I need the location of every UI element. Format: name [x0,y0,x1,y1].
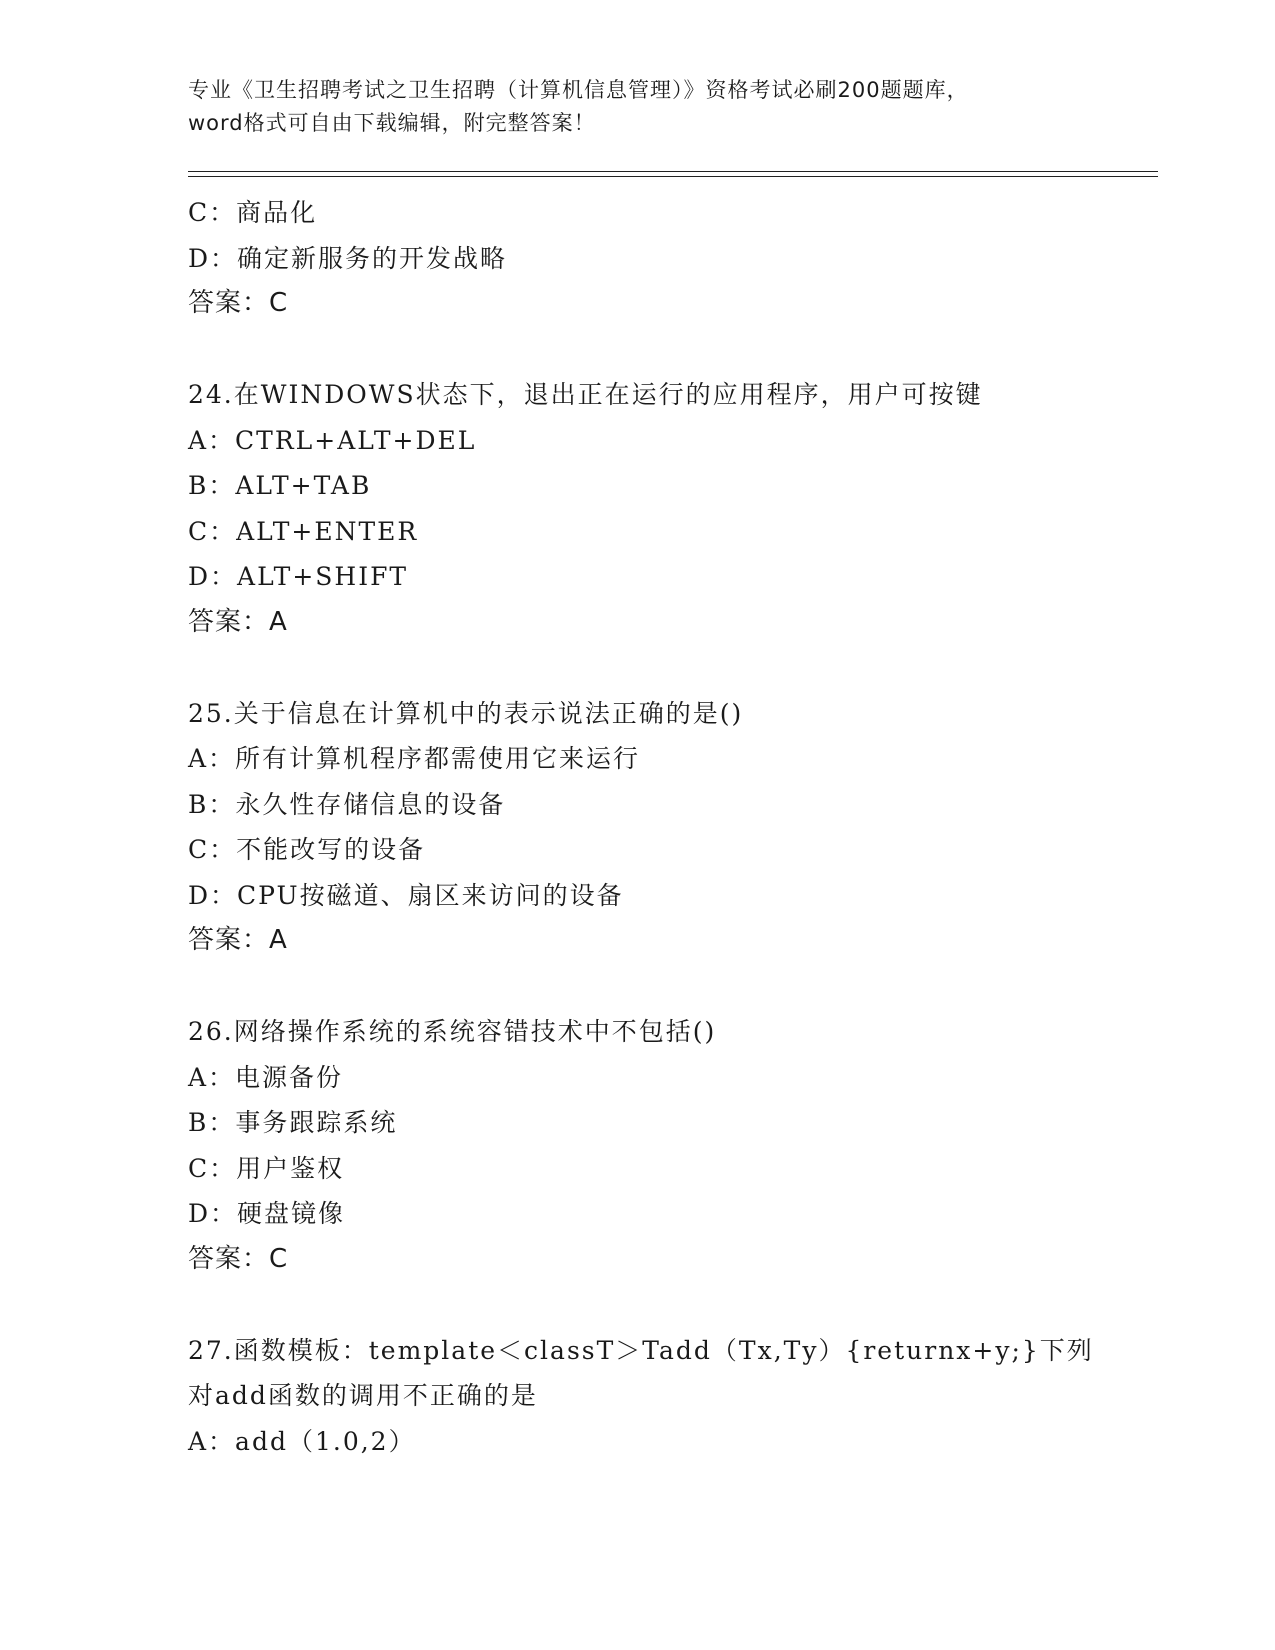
answer: 答案：C [188,288,289,318]
header-title-line-1: 专业《卫生招聘考试之卫生招聘（计算机信息管理）》资格考试必刷200题题库， [188,78,969,102]
question-23 [188,190,1088,327]
header-divider-bottom [188,176,1158,177]
document-header [188,74,1088,140]
option-a: A：add（1.0,2） [188,1426,416,1456]
option-b: B：事务跟踪系统 [188,1108,398,1137]
question-24 [188,372,1088,645]
option-c: C：ALT+ENTER [188,516,419,546]
option-c: C：不能改写的设备 [188,835,426,864]
question-stem: 25.关于信息在计算机中的表示说法正确的是() [188,698,744,728]
answer: 答案：A [188,606,288,637]
option-d: D：ALT+SHIFT [188,562,409,591]
option-a: A：所有计算机程序都需使用它来运行 [188,744,641,773]
question-stem: 24.在WINDOWS状态下，退出正在运行的应用程序，用户可按键 [188,380,983,409]
question-list [188,190,1094,1464]
option-b: B：永久性存储信息的设备 [188,789,506,819]
option-d: D：确定新服务的开发战略 [188,243,508,273]
option-c: C：商品化 [188,198,318,227]
option-d: D：CPU按磁道、扇区来访问的设备 [188,880,624,910]
question-25 [188,691,1088,964]
header-divider-top [188,171,1158,172]
answer: 答案：C [188,1243,289,1274]
question-26 [188,1009,1088,1282]
answer: 答案：A [188,925,288,955]
question-27 [188,1328,1094,1465]
option-c: C：用户鉴权 [188,1153,345,1183]
option-d: D：硬盘镜像 [188,1199,346,1228]
option-a: A：CTRL+ALT+DEL [188,425,477,455]
question-stem: 26.网络操作系统的系统容错技术中不包括() [188,1017,717,1046]
option-a: A：电源备份 [188,1062,344,1092]
option-b: B：ALT+TAB [188,471,372,500]
question-stem-line-2: 对add函数的调用不正确的是 [188,1381,538,1410]
question-stem-line-1: 27.函数模板：template＜classT＞Tadd（Tx,Ty）{returnx+y;}下列 [188,1335,1094,1365]
header-title-line-2: word格式可自由下载编辑，附完整答案！ [188,111,596,135]
